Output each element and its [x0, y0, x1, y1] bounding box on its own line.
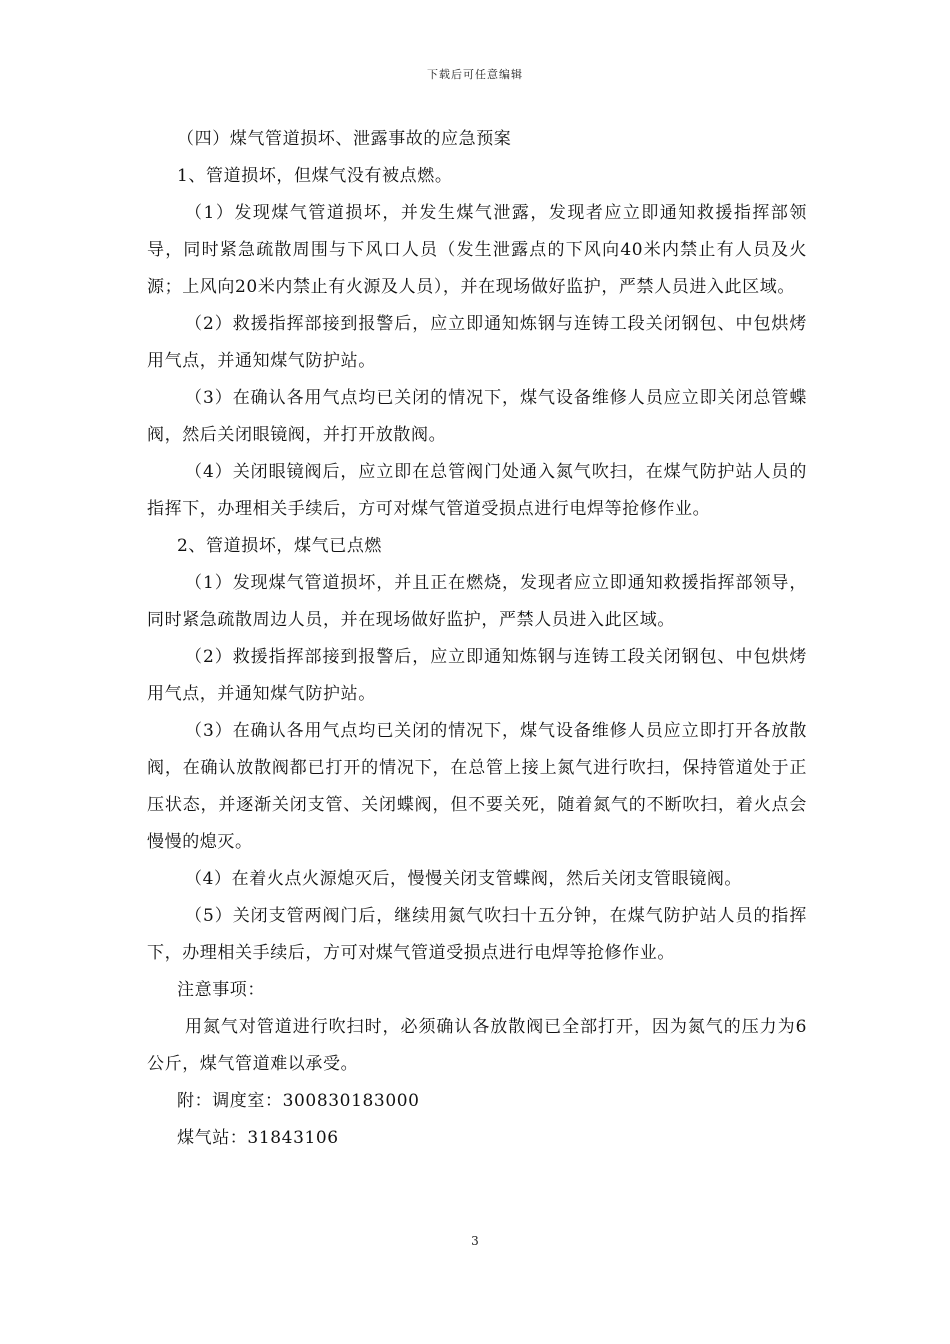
- case1-step-1: （1）发现煤气管道损坏，并发生煤气泄露，发现者应立即通知救援指挥部领导，同时紧急疏散周围与下风口人员（发生泄露点的下风向40米内禁止有人员及火源；上风向20米内禁止有火源及人员），并在现场做好监护，严禁人员进入此区域。: [147, 203, 807, 297]
- section-title: （四）煤气管道损坏、泄露事故的应急预案: [177, 129, 512, 149]
- case2-step-1: （1）发现煤气管道损坏，并且正在燃烧，发现者应立即通知救援指挥部领导，同时紧急疏散周边人员，并在现场做好监护，严禁人员进入此区域。: [147, 573, 807, 630]
- document-body: [147, 121, 807, 1157]
- case1-step-3: （3）在确认各用气点均已关闭的情况下，煤气设备维修人员应立即关闭总管蝶阀，然后关闭眼镜阀，并打开放散阀。: [147, 388, 807, 445]
- page-header: 下载后可任意编辑: [427, 68, 523, 81]
- notes-text: 用氮气对管道进行吹扫时，必须确认各放散阀已全部打开，因为氮气的压力为6公斤，煤气管道难以承受。: [147, 1017, 807, 1074]
- contact-dispatch: 附：调度室：300830183000: [177, 1091, 420, 1111]
- contact-gas-station: 煤气站：31843106: [177, 1128, 339, 1148]
- case2-heading: 2、管道损坏，煤气已点燃: [177, 536, 383, 556]
- page-number: 3: [471, 1234, 479, 1248]
- notes-heading: 注意事项：: [177, 980, 265, 1000]
- case1-step-4: （4）关闭眼镜阀后，应立即在总管阀门处通入氮气吹扫，在煤气防护站人员的指挥下，办理相关手续后，方可对煤气管道受损点进行电焊等抢修作业。: [147, 462, 807, 519]
- case1-heading: 1、管道损坏，但煤气没有被点燃。: [177, 166, 453, 186]
- case2-step-5: （5）关闭支管两阀门后，继续用氮气吹扫十五分钟，在煤气防护站人员的指挥下，办理相关手续后，方可对煤气管道受损点进行电焊等抢修作业。: [147, 906, 807, 963]
- case1-step-2: （2）救援指挥部接到报警后，应立即通知炼钢与连铸工段关闭钢包、中包烘烤用气点，并通知煤气防护站。: [147, 314, 807, 371]
- case2-step-4: （4）在着火点火源熄灭后，慢慢关闭支管蝶阀，然后关闭支管眼镜阀。: [185, 869, 743, 889]
- case2-step-2: （2）救援指挥部接到报警后，应立即通知炼钢与连铸工段关闭钢包、中包烘烤用气点，并通知煤气防护站。: [147, 647, 807, 704]
- case2-step-3: （3）在确认各用气点均已关闭的情况下，煤气设备维修人员应立即打开各放散阀，在确认放散阀都已打开的情况下，在总管上接上氮气进行吹扫，保持管道处于正压状态，并逐渐关闭支管、关闭蝶阀，但不要关死，随着氮气的不断吹扫，着火点会慢慢的熄灭。: [147, 721, 807, 852]
